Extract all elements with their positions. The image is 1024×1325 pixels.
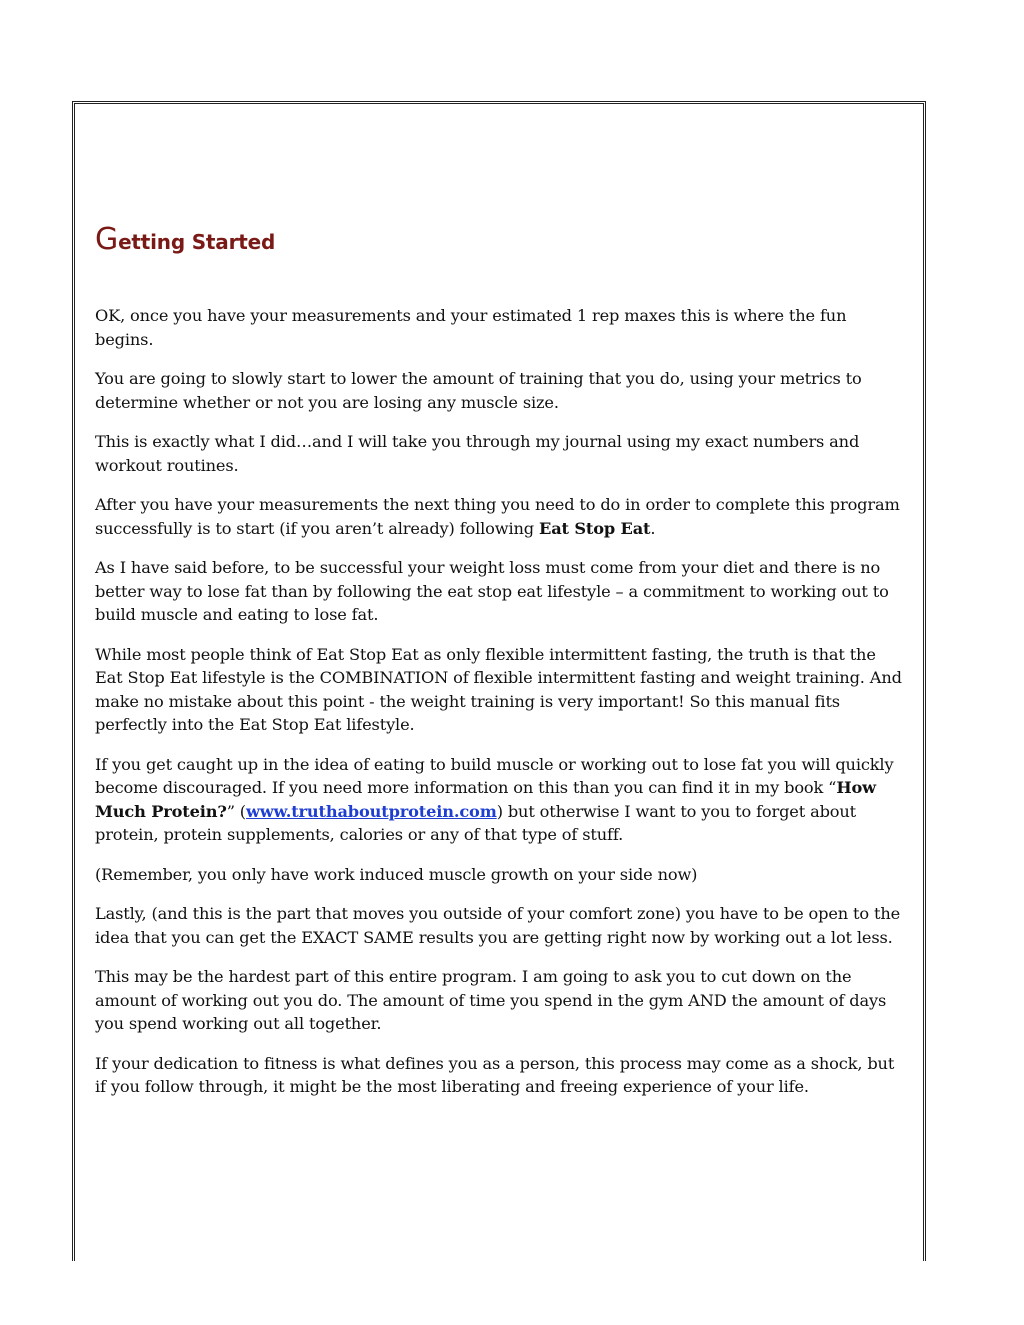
paragraph-2: You are going to slowly start to lower the amount of training that you do, using your metrics to determine whether or not you are losing any muscle size. <box>95 369 862 412</box>
paragraph-7-mid: ” ( <box>226 801 246 821</box>
section-heading <box>95 222 907 258</box>
truthaboutprotein-link[interactable]: www.truthaboutprotein.com <box>245 801 497 821</box>
paragraph-1: OK, once you have your measurements and your estimated 1 rep maxes this is where the fun begins. <box>95 306 847 349</box>
paragraph-3: This is exactly what I did…and I will take you through my journal using my exact numbers and workout routines. <box>95 432 860 475</box>
paragraph-4-text: After you have your measurements the next thing you need to do in order to complete this program successfully is to start (if you aren’t already) following <box>95 495 900 538</box>
paragraph-7 <box>95 753 907 847</box>
paragraph-9: Lastly, (and this is the part that moves you outside of your comfort zone) you have to be open to the idea that you can get the EXACT SAME results you are getting right now by working out a lot less. <box>95 904 901 947</box>
paragraph-7-text: If you get caught up in the idea of eating to build muscle or working out to lose fat you will quickly become discouraged. If you need more information on this than you can find it in my book “ <box>95 754 894 797</box>
paragraph-8: (Remember, you only have work induced muscle growth on your side now) <box>95 864 698 884</box>
paragraph-4-end: . <box>650 518 656 538</box>
paragraph-4 <box>95 493 907 540</box>
page-content <box>95 222 907 1115</box>
heading-initial: G <box>95 222 119 257</box>
paragraph-6: While most people think of Eat Stop Eat as only flexible intermittent fasting, the truth is that the Eat Stop Eat lifestyle is the COMBINATION of flexible intermittent fasting and weight training. And make no mistake about this point - the weight training is very important! So this manual fits perfectly into the Eat Stop Eat lifestyle. <box>95 644 902 734</box>
heading-text: etting Started <box>118 230 276 254</box>
paragraph-11: If your dedication to fitness is what defines you as a person, this process may come as a shock, but if you follow through, it might be the most liberating and freeing experience of your life. <box>95 1053 895 1096</box>
eat-stop-eat-bold: Eat Stop Eat <box>539 518 651 538</box>
paragraph-7-end: ) but otherwise I want to you to forget about protein, protein supplements, calories or any of that type of stuff. <box>95 801 857 844</box>
paragraph-5: As I have said before, to be successful your weight loss must come from your diet and there is no better way to lose fat than by following the eat stop eat lifestyle – a commitment to working out to build muscle and eating to lose fat. <box>95 558 889 624</box>
book-title-bold: How Much Protein? <box>95 778 876 821</box>
paragraph-10: This may be the hardest part of this entire program. I am going to ask you to cut down on the amount of working out you do. The amount of time you spend in the gym AND the amount of days you spend working out all together. <box>95 967 887 1033</box>
